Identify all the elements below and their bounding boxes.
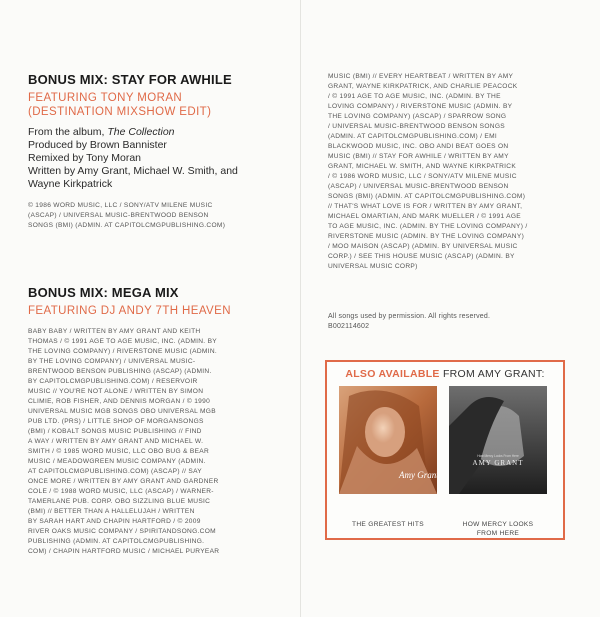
also-available-title: ALSO AVAILABLE FROM AMY GRANT: — [345, 368, 545, 380]
credit-line: UNIVERSAL MUSIC MGB SONGS OBO UNIVERSAL MGB — [28, 408, 216, 415]
credit-line: / © 1986 WORD MUSIC, LLC / SONY/ATV MILENE MUSIC — [328, 173, 517, 180]
credit-line: / UNIVERSAL MUSIC-BRENTWOOD BENSON SONGS — [328, 123, 505, 130]
album2-caption: HOW MERCY LOOKS FROM HERE — [462, 521, 534, 537]
credit-line: RIVER OAKS MUSIC COMPANY / SPIRITANDSONG.COM — [28, 528, 216, 535]
credit-line: // THAT'S WHAT LOVE IS FOR / WRITTEN BY AMY GRANT, — [328, 203, 523, 210]
credit-line: (ADMIN. AT CAPITOLCMGPUBLISHING.COM) / EMI — [328, 133, 498, 140]
album-credit: From the album, The Collection — [28, 126, 175, 138]
section1-featuring-2: (DESTINATION MIXSHOW EDIT) — [28, 106, 212, 118]
credit-line: LOVING COMPANY) / RIVERSTONE MUSIC (ADMIN. BY — [328, 103, 513, 110]
section1-featuring-1: FEATURING TONY MORAN — [28, 92, 183, 104]
section1-copyright-1: © 1986 WORD MUSIC, LLC / SONY/ATV MILENE MUSIC — [28, 202, 213, 209]
credit-line: SONGS (BMI) (ADMIN. AT CAPITOLCMGPUBLISHING.COM) — [328, 193, 526, 200]
page-divider — [300, 0, 301, 617]
credit-line: BRENTWOOD BENSON PUBLISHING (ASCAP) (ADMIN. — [28, 368, 212, 375]
permission-text: All songs used by permission. All rights reserved. — [328, 313, 491, 320]
credit-line: (ASCAP) / UNIVERSAL MUSIC-BRENTWOOD BENSON — [328, 183, 509, 190]
credit-line: BY SARAH HART AND CHAPIN HARTFORD / © 2009 — [28, 518, 201, 525]
section2-heading: BONUS MIX: MEGA MIX — [28, 285, 179, 300]
credit-line: PUB LTD. (PRS) / LITTLE SHOP OF MORGANSONGS — [28, 418, 204, 425]
album1-caption: THE GREATEST HITS — [352, 521, 424, 528]
credit-line: ONCE MORE / WRITTEN BY AMY GRANT AND GARDNER — [28, 478, 219, 485]
cover-title-text: AMY GRANT — [472, 459, 524, 467]
credit-line: A WAY / WRITTEN BY AMY GRANT AND MICHAEL W. — [28, 438, 204, 445]
cover-small-text: How Mercy Looks From Here — [477, 454, 519, 458]
credit-line: BY THE LOVING COMPANY) / UNIVERSAL MUSIC- — [28, 358, 196, 365]
produced-credit: Produced by Brown Bannister — [28, 139, 167, 151]
right-column — [328, 72, 590, 272]
credit-line: TO AGE MUSIC, INC. (ADMIN. BY THE LOVING COMPANY) / — [328, 223, 528, 230]
credit-line: BY CAPITOLCMGPUBLISHING.COM) / RESERVOIR — [28, 378, 198, 385]
also-available-box — [325, 360, 565, 540]
credit-line: / © 1991 AGE TO AGE MUSIC, INC. (ADMIN. BY THE — [328, 93, 501, 100]
greatest-hits-cover[interactable] — [339, 386, 437, 494]
credit-line: BABY BABY / WRITTEN BY AMY GRANT AND KEITH — [28, 328, 201, 335]
credit-line: PUBLISHING (ADMIN. AT CAPITOLCMGPUBLISHING. — [28, 538, 205, 545]
credit-line: THOMAS / © 1991 AGE TO AGE MUSIC, INC. (ADMIN. BY — [28, 338, 217, 345]
credit-line: THE LOVING COMPANY) / RIVERSTONE MUSIC (ADMIN. — [28, 348, 218, 355]
credit-line: MUSIC / MEADOWGREEN MUSIC COMPANY (ADMIN. — [28, 458, 206, 465]
credit-line: GRANT, WAYNE KIRKPATRICK, AND CHARLIE PEACOCK — [328, 83, 518, 90]
credit-line: CORP.) / SEE THIS HOUSE MUSIC (ASCAP) (ADMIN. BY — [328, 253, 515, 260]
remixed-credit: Remixed by Tony Moran — [28, 152, 142, 164]
cover-script-text: Amy Grant — [399, 470, 437, 480]
section1-heading: BONUS MIX: STAY FOR AWHILE — [28, 72, 232, 87]
credit-line: TAMERLANE PUB. CORP. OBO SIZZLING BLUE MUSIC — [28, 498, 211, 505]
credit-line: GRANT, MICHAEL W. SMITH, AND WAYNE KIRKPATRICK — [328, 163, 517, 170]
album-title: The Collection — [107, 126, 175, 138]
credit-line: COM) / CHAPIN HARTFORD MUSIC / MICHAEL PURYEAR — [28, 548, 220, 555]
credit-line: (BMI) // BETTER THAN A HALLELUJAH / WRITTEN — [28, 508, 195, 515]
left-column — [28, 72, 293, 231]
catalog-number: B002114602 — [328, 323, 370, 330]
section2-featuring: FEATURING DJ ANDY 7TH HEAVEN — [28, 305, 231, 317]
credit-line: SMITH / © 1985 WORD MUSIC, LLC OBO BUG & BEAR — [28, 448, 210, 455]
credit-line: / MOO MAISON (ASCAP) (ADMIN. BY UNIVERSAL MUSIC — [328, 243, 518, 250]
credit-line: MICHAEL OMARTIAN, AND MARK MUELLER / © 1991 AGE — [328, 213, 522, 220]
how-mercy-looks-cover[interactable] — [449, 386, 547, 494]
permission-block — [328, 312, 590, 332]
left-column-section2 — [28, 285, 293, 557]
credit-line: MUSIC // YOU'RE NOT ALONE / WRITTEN BY SIMON — [28, 388, 204, 395]
section1-copyright-3: SONGS (BMI) (ADMIN. AT CAPITOLCMGPUBLISHING.COM) — [28, 222, 226, 229]
credit-line: UNIVERSAL MUSIC CORP) — [328, 263, 418, 270]
credit-line: THE LOVING COMPANY) (ASCAP) / SPARROW SONG — [328, 113, 507, 120]
written-credit-1: Written by Amy Grant, Michael W. Smith, and — [28, 165, 238, 177]
credit-line: RIVERSTONE MUSIC (ADMIN. BY THE LOVING COMPANY) — [328, 233, 525, 240]
credit-line: (BMI) / KOBALT SONGS MUSIC PUBLISHING // FIND — [28, 428, 202, 435]
written-credit-2: Wayne Kirkpatrick — [28, 178, 113, 190]
credit-line: MUSIC (BMI) // EVERY HEARTBEAT / WRITTEN BY AMY — [328, 73, 514, 80]
section2-credits — [28, 327, 293, 557]
credit-line: COLE / © 1988 WORD MUSIC, LLC (ASCAP) / WARNER- — [28, 488, 214, 495]
section1-copyright-2: (ASCAP) / UNIVERSAL MUSIC-BRENTWOOD BENSON — [28, 212, 209, 219]
credit-line: CLIMIE, ROB FISHER, AND DENNIS MORGAN / © 1990 — [28, 398, 211, 405]
credit-line: AT CAPITOLCMGPUBLISHING.COM) (ASCAP) // SAY — [28, 468, 202, 475]
credit-line: MUSIC (BMI) // STAY FOR AWHILE / WRITTEN BY AMY — [328, 153, 509, 160]
credit-line: BLACKWOOD MUSIC, INC. OBO ANDI BEAT GOES ON — [328, 143, 509, 150]
